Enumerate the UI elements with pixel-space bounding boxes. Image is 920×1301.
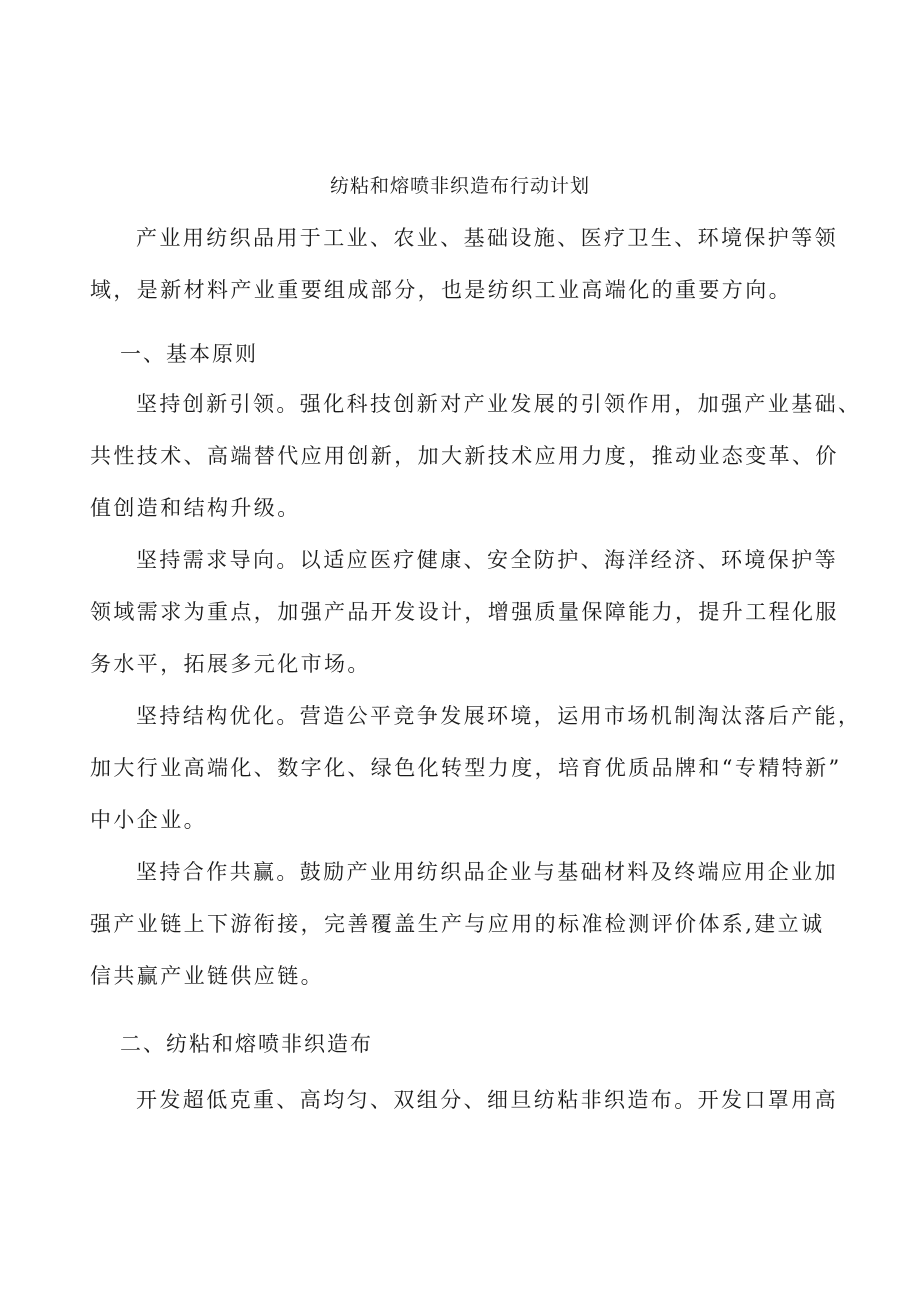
paragraph-line: 产业用纺织品用于工业、农业、基础设施、医疗卫生、环境保护等领 (136, 226, 838, 250)
intro-paragraph (90, 212, 865, 316)
principle-demand-paragraph (90, 534, 865, 690)
document-title: 纺粘和熔喷非织造布行动计划 (329, 175, 590, 197)
spunbond-paragraph (90, 1074, 865, 1126)
paragraph-line: 坚持创新引领。强化科技创新对产业发展的引领作用，加强产业基础、 (136, 392, 862, 416)
section-heading-basic-principles: 一、基本原则 (120, 342, 258, 366)
paragraph-line: 坚持合作共赢。鼓励产业用纺织品企业与基础材料及终端应用企业加 (136, 860, 838, 884)
paragraph-line: 加大行业高端化、数字化、绿色化转型力度，培育优质品牌和“专精特新” (90, 756, 842, 780)
paragraph-line: 开发超低克重、高均匀、双组分、细旦纺粘非织造布。开发口罩用高 (136, 1088, 838, 1112)
paragraph-line: 值创造和结构升级。 (90, 496, 301, 520)
principle-innovation-paragraph (90, 378, 865, 534)
paragraph-line: 中小企业。 (90, 808, 207, 832)
paragraph-line: 强产业链上下游衔接，完善覆盖生产与应用的标准检测评价体系,建立诚 (90, 912, 825, 936)
paragraph-line: 共性技术、高端替代应用创新，加大新技术应用力度，推动业态变革、价 (90, 444, 839, 468)
paragraph-line: 坚持结构优化。营造公平竞争发展环境，运用市场机制淘汰落后产能， (136, 704, 862, 728)
paragraph-line: 坚持需求导向。以适应医疗健康、安全防护、海洋经济、环境保护等 (136, 548, 838, 572)
paragraph-line: 领域需求为重点，加强产品开发设计，增强质量保障能力，提升工程化服 (90, 600, 839, 624)
principle-cooperation-paragraph (90, 846, 865, 1002)
paragraph-line: 务水平，拓展多元化市场。 (90, 652, 371, 676)
section-heading-spunbond-meltblown: 二、纺粘和熔喷非织造布 (120, 1032, 373, 1056)
paragraph-line: 信共赢产业链供应链。 (90, 964, 324, 988)
paragraph-line: 域，是新材料产业重要组成部分，也是纺织工业高端化的重要方向。 (90, 278, 792, 302)
principle-structure-paragraph (90, 690, 865, 846)
